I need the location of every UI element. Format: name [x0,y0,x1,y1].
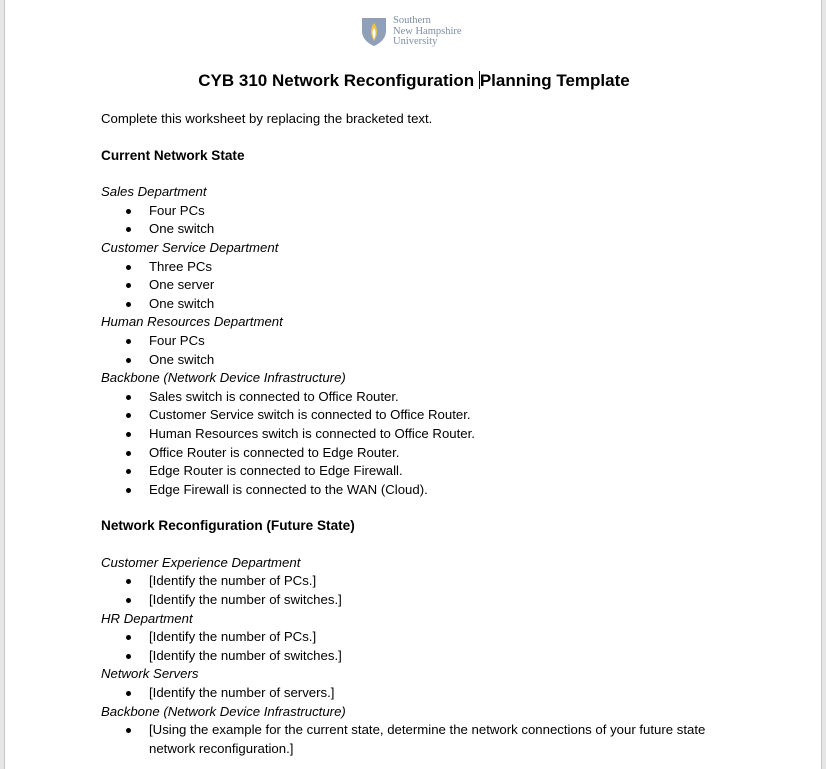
document-body[interactable] [101,110,721,758]
document-page [4,0,822,769]
list-item: Human Resources switch is connected to Office Router. [101,425,721,444]
list-item: Four PCs [101,202,721,221]
document-title [5,71,823,91]
list-item: One switch [101,220,721,239]
bullet-list [101,721,721,758]
bullet-list [101,572,721,609]
list-item: Three PCs [101,258,721,277]
intro-paragraph: Complete this worksheet by replacing the bracketed text. [101,111,433,126]
department-heading: Customer Service Department [101,239,279,255]
department-heading: Human Resources Department [101,314,283,330]
list-item: Sales switch is connected to Office Router. [101,388,721,407]
logo-line-2: New Hampshire [393,25,462,37]
list-item: One switch [101,295,721,314]
bullet-list [101,388,721,500]
logo-line-3: University [393,36,438,48]
list-item: Edge Router is connected to Edge Firewall. [101,462,721,481]
title-part-2: Planning Template [479,71,630,90]
bullet-list [101,202,721,239]
snhu-logo [361,16,462,48]
future-state-sections [101,554,721,759]
department-heading: Customer Experience Department [101,554,301,570]
department-heading: Backbone (Network Device Infrastructure) [101,703,346,719]
department-heading: Backbone (Network Device Infrastructure) [101,370,346,386]
current-state-heading: Current Network State [101,147,245,163]
list-item: Four PCs [101,332,721,351]
list-item: [Identify the number of servers.] [101,684,721,703]
list-item: [Identify the number of switches.] [101,647,721,666]
logo-wordmark [393,16,462,48]
flame-shield-icon [361,17,387,47]
current-state-sections [101,183,721,499]
future-state-heading: Network Reconfiguration (Future State) [101,518,355,534]
list-item: [Identify the number of PCs.] [101,628,721,647]
department-heading: Network Servers [101,666,199,682]
bullet-list [101,628,721,665]
list-item: One server [101,276,721,295]
list-item: [Identify the number of switches.] [101,591,721,610]
logo-line-1: Southern [393,15,431,27]
list-item: Edge Firewall is connected to the WAN (Cloud). [101,481,721,500]
bullet-list [101,684,721,703]
bullet-list [101,258,721,314]
bullet-list [101,332,721,369]
list-item: Customer Service switch is connected to Office Router. [101,406,721,425]
department-heading: Sales Department [101,184,207,200]
list-item: [Identify the number of PCs.] [101,572,721,591]
title-part-1: CYB 310 Network Reconfiguration [198,71,479,90]
list-item: One switch [101,351,721,370]
list-item: [Using the example for the current state, determine the network connections of your future state network reconfiguration.] [101,721,721,758]
department-heading: HR Department [101,610,193,626]
list-item: Office Router is connected to Edge Router. [101,444,721,463]
